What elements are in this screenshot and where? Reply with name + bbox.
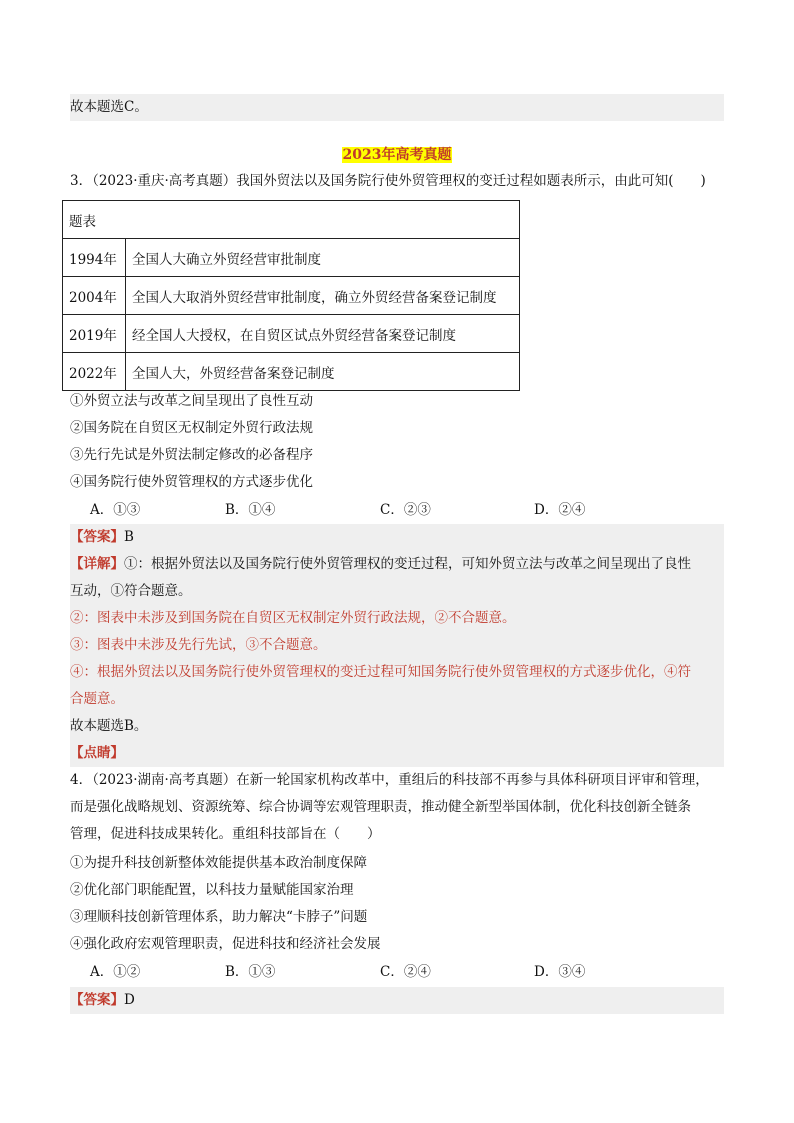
q4-stem-line: 管理，促进科技成果转化。重组科技部旨在（ ）	[70, 826, 381, 842]
table-year: 2019年	[63, 315, 126, 353]
table-event: 经全国人大授权，在自贸区试点外贸经营备案登记制度	[126, 315, 520, 353]
q4-statement: ③理顺科技创新管理体系，助力解决“卡脖子”问题	[70, 909, 368, 925]
table-year: 1994年	[63, 239, 126, 277]
q3-detail-line: ②：图表中未涉及到国务院在自贸区无权制定外贸行政法规，②不合题意。	[70, 605, 724, 632]
option-c: C．②④	[380, 964, 431, 980]
q3-detail-line: ④：根据外贸法以及国务院行使外贸管理权的变迁过程可知国务院行使外贸管理权的方式逐步优化，④符	[70, 659, 724, 686]
option-c: C．②③	[380, 502, 431, 518]
table-row	[63, 353, 520, 391]
q4-statement: ②优化部门职能配置，以科技力量赋能国家治理	[70, 882, 354, 898]
table-year: 2004年	[63, 277, 126, 315]
q3-conclusion: 故本题选B。	[70, 713, 724, 740]
q4-statement: ①为提升科技创新整体效能提供基本政治制度保障	[70, 855, 367, 871]
q3-detail-line: ③：图表中未涉及先行先试，③不合题意。	[70, 632, 724, 659]
table-caption-row	[63, 201, 520, 239]
option-b: B．①④	[225, 502, 276, 518]
option-b: B．①③	[225, 964, 276, 980]
answer-value: D	[124, 992, 135, 1008]
q3-detail-line: 合题意。	[70, 686, 724, 713]
table-event: 全国人大取消外贸经营审批制度，确立外贸经营备案登记制度	[126, 277, 520, 315]
q3-comment	[70, 740, 724, 767]
option-d: D．③④	[534, 964, 586, 980]
comment-tag: 【点睛】	[70, 745, 124, 761]
previous-conclusion: 故本题选C。	[70, 94, 724, 121]
option-d: D．②④	[534, 502, 586, 518]
detail-text: ①：根据外贸法以及国务院行使外贸管理权的变迁过程，可知外贸立法与改革之间呈现出了良性	[124, 556, 691, 572]
q3-stem: 3．（2023·重庆·高考真题）我国外贸法以及国务院行使外贸管理权的变迁过程如题表所示，由此可知( )	[70, 173, 706, 189]
q3-table	[62, 200, 520, 391]
section-heading: 2023年高考真题	[342, 147, 452, 163]
table-event: 全国人大确立外贸经营审批制度	[126, 239, 520, 277]
table-caption: 题表	[63, 201, 520, 239]
q3-statement: ④国务院行使外贸管理权的方式逐步优化	[70, 474, 313, 490]
answer-tag: 【答案】	[70, 992, 124, 1008]
q4-stem-line: 而是强化战略规划、资源统筹、综合协调等宏观管理职责，推动健全新型举国体制，优化科技创新全链条	[70, 799, 691, 815]
table-row	[63, 239, 520, 277]
option-a: A．①③	[90, 502, 141, 518]
answer-tag: 【答案】	[70, 529, 124, 545]
q3-detail-line: 互动，①符合题意。	[70, 578, 724, 605]
option-a: A．①②	[90, 964, 141, 980]
table-event: 全国人大，外贸经营备案登记制度	[126, 353, 520, 391]
q3-answer	[70, 524, 724, 551]
table-row	[63, 277, 520, 315]
q4-statement: ④强化政府宏观管理职责，促进科技和经济社会发展	[70, 936, 381, 952]
detail-tag: 【详解】	[70, 556, 124, 572]
answer-value: B	[124, 529, 134, 545]
q3-statement: ②国务院在自贸区无权制定外贸行政法规	[70, 420, 313, 436]
q3-statement: ③先行先试是外贸法制定修改的必备程序	[70, 447, 313, 463]
q4-stem-line: 4．（2023·湖南·高考真题）在新一轮国家机构改革中，重组后的科技部不再参与具体科研项目评审和管理，	[70, 772, 709, 788]
q3-statement: ①外贸立法与改革之间呈现出了良性互动	[70, 393, 313, 409]
q4-answer	[70, 987, 724, 1014]
q3-detail-line	[70, 551, 724, 578]
table-year: 2022年	[63, 353, 126, 391]
table-row	[63, 315, 520, 353]
